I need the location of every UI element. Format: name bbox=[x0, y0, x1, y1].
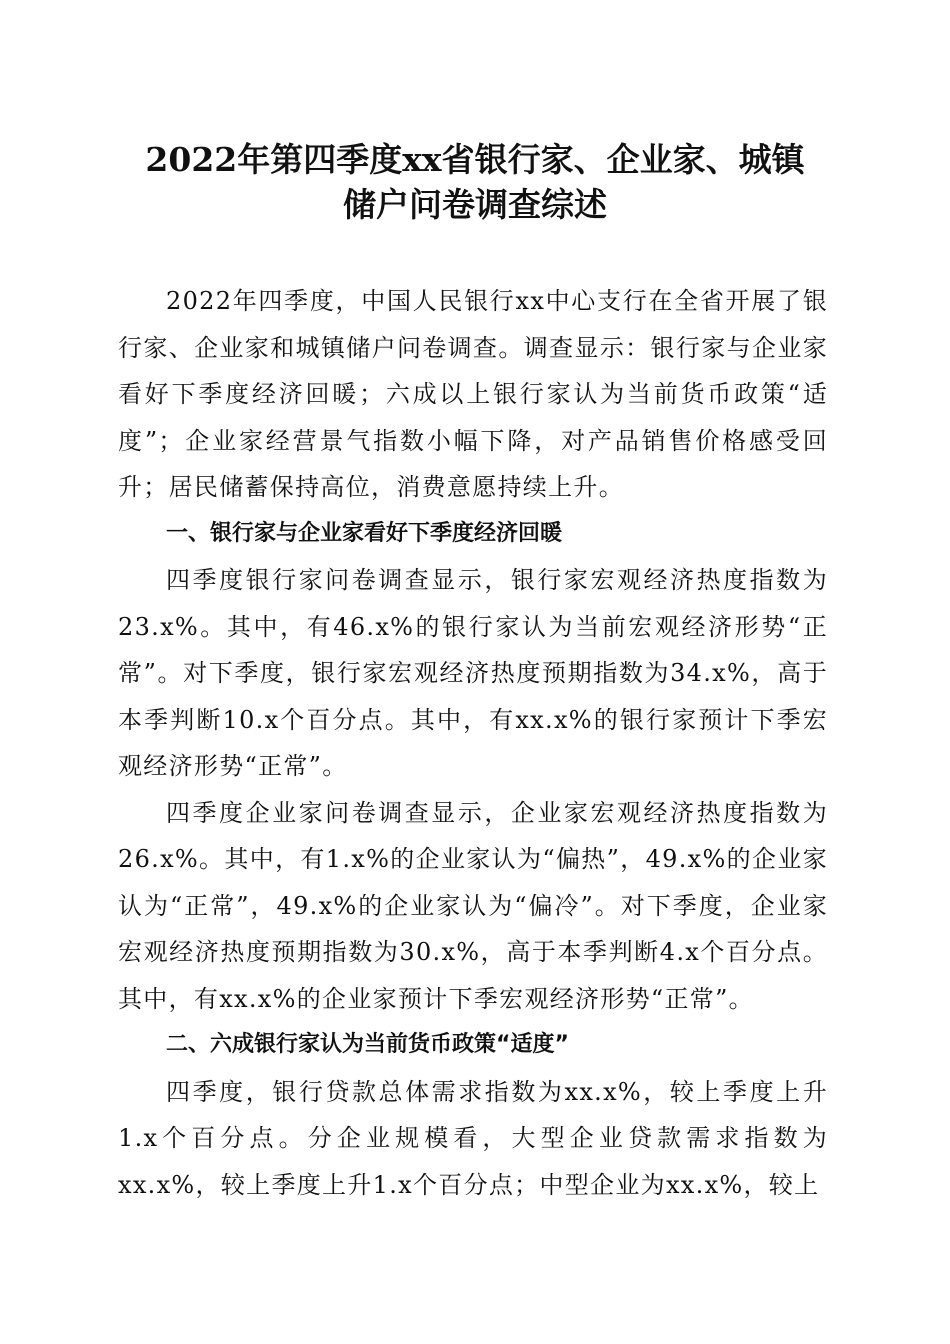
document-title-line-2: 储户问卷调查综述 bbox=[343, 185, 607, 224]
section-2-paragraph-1: 四季度，银行贷款总体需求指数为xx.x%，较上季度上升1.x个百分点。分企业规模看，大型企业贷款需求指数为xx.x%，较上季度上升1.x个百分点；中型企业为xx.x%，较上 bbox=[118, 1077, 828, 1199]
section-1-heading: 一、银行家与企业家看好下季度经济回暖 bbox=[166, 520, 563, 546]
intro-paragraph: 2022年四季度，中国人民银行xx中心支行在全省开展了银行家、企业家和城镇储户问卷调查。调查显示：银行家与企业家看好下季度经济回暖；六成以上银行家认为当前货币政策“适度”；企业家经营景气指数小幅下降，对产品销售价格感受回升；居民储蓄保持高位，消费意愿持续上升。 bbox=[118, 287, 828, 501]
document-title-line-1: 2022年第四季度xx省银行家、企业家、城镇 bbox=[145, 140, 805, 179]
section-1-paragraph-1: 四季度银行家问卷调查显示，银行家宏观经济热度指数为23.x%。其中，有46.x%的银行家认为当前宏观经济形势“正常”。对下季度，银行家宏观经济热度预期指数为34.x%，高于本季判断10.x个百分点。其中，有xx.x%的银行家预计下季宏观经济形势“正常”。 bbox=[118, 566, 828, 780]
section-2-heading: 二、六成银行家认为当前货币政策“适度” bbox=[166, 1032, 569, 1057]
section-1-paragraph-2: 四季度企业家问卷调查显示，企业家宏观经济热度指数为26.x%。其中，有1.x%的企业家认为“偏热”，49.x%的企业家认为“正常”，49.x%的企业家认为“偏冷”。对下季度，企业家宏观经济热度预期指数为30.x%，高于本季判断4.x个百分点。其中，有xx.x%的企业家预计下季宏观经济形势“正常”。 bbox=[118, 798, 828, 1013]
document-body bbox=[118, 278, 828, 1208]
